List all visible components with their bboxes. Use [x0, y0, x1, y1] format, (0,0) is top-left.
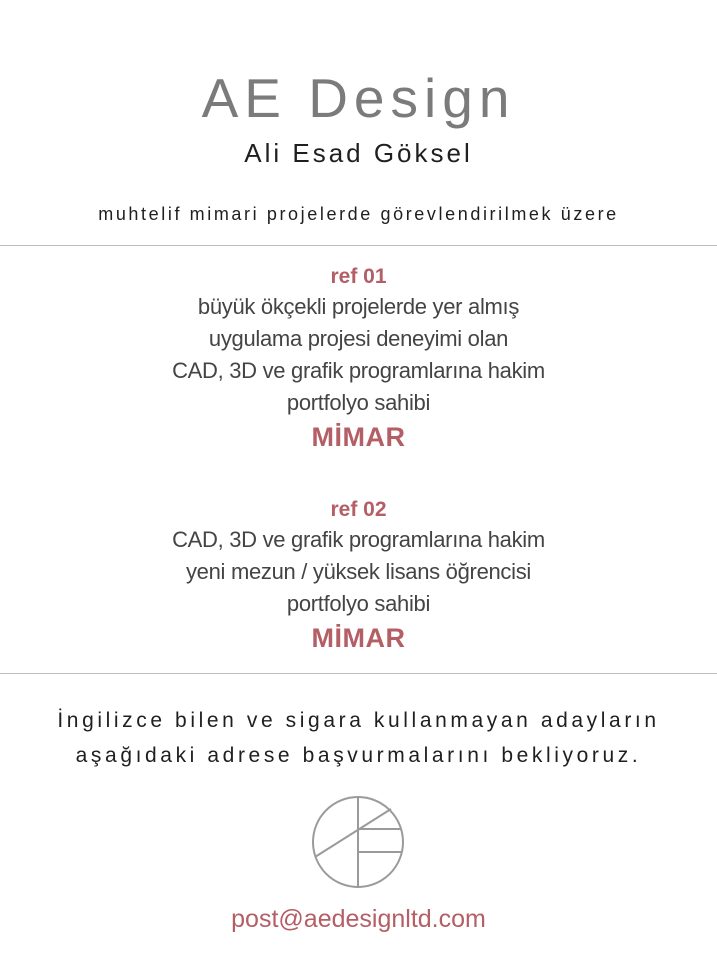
closing-text [0, 703, 717, 773]
divider-bottom [0, 673, 717, 674]
ref-requirement: CAD, 3D ve grafik programlarına hakim [172, 527, 545, 552]
ref-role: MİMAR [311, 422, 406, 452]
brand-title: AE Design [201, 67, 516, 129]
ref-requirement: portfolyo sahibi [286, 390, 431, 415]
ref-role: MİMAR [311, 623, 406, 653]
ref-requirement: CAD, 3D ve grafik programlarına hakim [172, 358, 545, 383]
ref-block-02 [0, 496, 717, 656]
intro-text: muhtelif mimari projelerde görevlendirilmek üzere [98, 204, 619, 224]
ref-label: ref 01 [330, 265, 387, 288]
ae-monogram-circle-icon [311, 795, 405, 889]
ref-block-01 [0, 263, 717, 455]
person-name: Ali Esad Göksel [244, 138, 473, 168]
divider-top [0, 245, 717, 246]
ref-requirement: yeni mezun / yüksek lisans öğrencisi [185, 559, 532, 584]
contact-email-link[interactable]: post@aedesignltd.com [231, 905, 486, 933]
ref-requirement: portfolyo sahibi [286, 591, 431, 616]
closing-line: aşağıdaki adrese başvurmalarını bekliyoruz. [75, 744, 642, 767]
ref-requirement: büyük ökçekli projelerde yer almış [197, 294, 520, 319]
closing-line: İngilizce bilen ve sigara kullanmayan adayların [57, 709, 660, 732]
ref-requirement: uygulama projesi deneyimi olan [208, 326, 509, 351]
ref-label: ref 02 [330, 498, 387, 521]
